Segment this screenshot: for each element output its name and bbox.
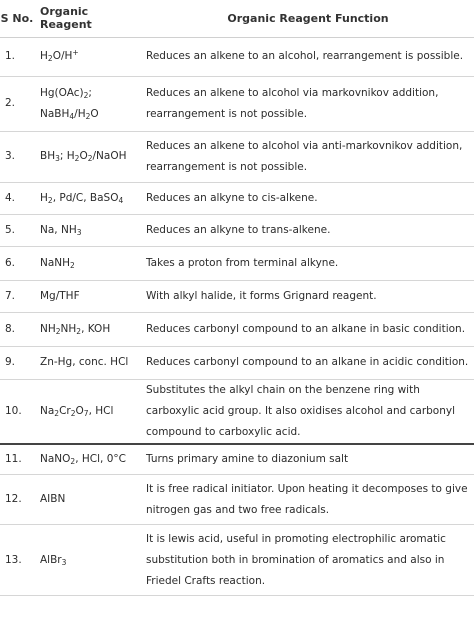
function-cell: Reduces an alkene to an alcohol, rearrangement is possible.	[142, 37, 474, 76]
row-number: 7.	[0, 280, 34, 312]
table-row	[0, 379, 474, 444]
function-cell: It is lewis acid, useful in promoting electrophilic aromatic substitution both in bromination of aromatics and also in Friedel Crafts reaction.	[142, 525, 474, 596]
reagent-cell: AIBN	[34, 475, 142, 525]
row-number: 6.	[0, 246, 34, 280]
table-header-row	[0, 0, 474, 37]
table-row	[0, 37, 474, 76]
function-cell: Substitutes the alkyl chain on the benzene ring with carboxylic acid group. It also oxidises alcohol and carbonyl compound to carboxylic acid.	[142, 379, 474, 444]
table-row	[0, 131, 474, 182]
function-cell: Reduces an alkyne to trans-alkene.	[142, 214, 474, 246]
row-number: 8.	[0, 312, 34, 346]
table-row	[0, 475, 474, 525]
function-cell: Takes a proton from terminal alkyne.	[142, 246, 474, 280]
reagent-cell: $H_2$, Pd/C, BaSO$_4$	[34, 182, 142, 214]
reagent-cell: $BH_3$; $H_2O_2$/NaOH	[34, 131, 142, 182]
reagent-cell: $Na_2Cr_2O_7$, HCl	[34, 379, 142, 444]
table-row	[0, 246, 474, 280]
function-cell: Reduces carbonyl compound to an alkane in basic condition.	[142, 312, 474, 346]
row-number: 3.	[0, 131, 34, 182]
table-row	[0, 214, 474, 246]
function-cell: Turns primary amine to diazonium salt	[142, 444, 474, 475]
table-row	[0, 444, 474, 475]
row-number: 4.	[0, 182, 34, 214]
reagent-cell: $H_2O/H^+$	[34, 37, 142, 76]
row-number: 5.	[0, 214, 34, 246]
header-reagent: Organic Reagent	[34, 0, 142, 37]
table-row	[0, 182, 474, 214]
table-row	[0, 312, 474, 346]
row-number: 2.	[0, 76, 34, 131]
function-cell: It is free radical initiator. Upon heating it decomposes to give nitrogen gas and two free radicals.	[142, 475, 474, 525]
row-number: 12.	[0, 475, 34, 525]
row-number: 11.	[0, 444, 34, 475]
reagent-cell: Mg/THF	[34, 280, 142, 312]
function-cell: Reduces an alkyne to cis-alkene.	[142, 182, 474, 214]
header-sno: S No.	[0, 0, 34, 37]
table-row	[0, 346, 474, 379]
row-number: 1.	[0, 37, 34, 76]
function-cell: With alkyl halide, it forms Grignard reagent.	[142, 280, 474, 312]
reagent-cell: NaNO$_2$, HCl, 0°C	[34, 444, 142, 475]
function-cell: Reduces an alkene to alcohol via markovnikov addition, rearrangement is not possible.	[142, 76, 474, 131]
function-cell: Reduces carbonyl compound to an alkane in acidic condition.	[142, 346, 474, 379]
function-cell: Reduces an alkene to alcohol via anti-markovnikov addition, rearrangement is not possible.	[142, 131, 474, 182]
reagent-cell: Zn-Hg, conc. HCl	[34, 346, 142, 379]
reagent-cell: NaNH$_2$	[34, 246, 142, 280]
row-number: 9.	[0, 346, 34, 379]
row-number: 10.	[0, 379, 34, 444]
header-function: Organic Reagent Function	[142, 0, 474, 37]
row-number: 13.	[0, 525, 34, 596]
table-row	[0, 280, 474, 312]
table-row	[0, 76, 474, 131]
table-body	[0, 37, 474, 596]
reagent-cell: $NH_2NH_2$, KOH	[34, 312, 142, 346]
reagent-cell: AlBr$_3$	[34, 525, 142, 596]
reagent-cell: Na, $NH_3$	[34, 214, 142, 246]
table-row	[0, 525, 474, 596]
reagent-cell: $Hg(OAc)_2$; $NaBH_4/H_2O$	[34, 76, 142, 131]
